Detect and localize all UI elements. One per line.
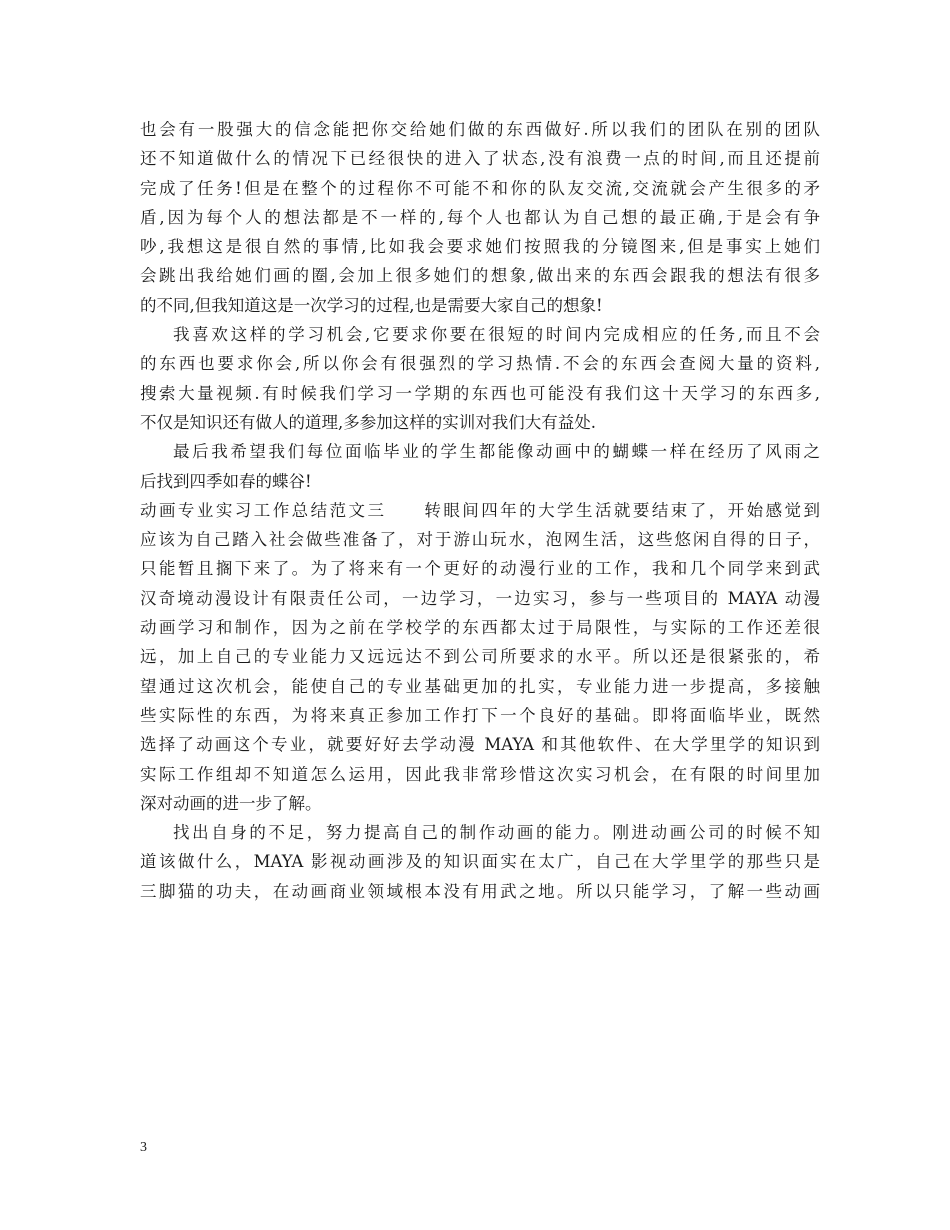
text-line: 动画专业实习工作总结范文三 转眼间四年的大学生活就要结束了，开始感觉到 [140, 500, 820, 520]
text-line: 实际工作组却不知道怎么运用，因此我非常珍惜这次实习机会，在有限的时间里加 [140, 764, 820, 784]
text-line: 完成了任务!但是在整个的过程你不可能不和你的队友交流,交流就会产生很多的矛 [140, 178, 820, 198]
text-line: 也会有一股强大的信念能把你交给她们做的东西做好.所以我们的团队在别的团队 [140, 120, 820, 139]
text-line: 的不同,但我知道这是一次学习的过程,也是需要大家自己的想象! [140, 295, 603, 315]
text-line: 些实际性的东西，为将来真正参加工作打下一个良好的基础。即将面临毕业，既然 [140, 705, 820, 725]
body-text [140, 115, 820, 906]
text-line: 找出自身的不足，努力提高自己的制作动画的能力。刚进动画公司的时候不知 [173, 823, 820, 843]
text-line: 望通过这次机会，能使自己的专业基础更加的扎实，专业能力进一步提高，多接触 [140, 676, 820, 696]
text-line: 吵,我想这是很自然的事情,比如我会要求她们按照我的分镜图来,但是事实上她们 [140, 237, 820, 257]
text-line: 会跳出我给她们画的圈,会加上很多她们的想象,做出来的东西会跟我的想法有很多 [140, 266, 820, 286]
page-number: 3 [140, 1140, 147, 1155]
text-line: 深对动画的进一步了解。 [140, 793, 322, 813]
text-line: 我喜欢这样的学习机会,它要求你要在很短的时间内完成相应的任务,而且不会 [173, 325, 820, 345]
text-line: 选择了动画这个专业，就要好好去学动漫 MAYA 和其他软件、在大学里学的知识到 [140, 735, 820, 755]
text-line: 道该做什么，MAYA 影视动画涉及的知识面实在太广，自己在大学里学的那些只是 [140, 852, 820, 872]
text-line: 还不知道做什么的情况下已经很快的进入了状态,没有浪费一点的时间,而且还提前 [140, 149, 820, 169]
text-line: 应该为自己踏入社会做些准备了，对于游山玩水，泡网生活，这些悠闲自得的日子， [140, 530, 820, 550]
text-line: 汉奇境动漫设计有限责任公司，一边学习，一边实习，参与一些项目的 MAYA 动漫 [140, 588, 820, 608]
text-line: 盾,因为每个人的想法都是不一样的,每个人也都认为自己想的最正确,于是会有争 [140, 207, 820, 227]
text-line: 动画学习和制作，因为之前在学校学的东西都太过于局限性，与实际的工作还差很 [140, 618, 820, 638]
text-line: 远，加上自己的专业能力又远远达不到公司所要求的水平。所以还是很紧张的，希 [140, 647, 820, 667]
text-line: 的东西也要求你会,所以你会有很强烈的学习热情.不会的东西会查阅大量的资料, [140, 354, 820, 374]
text-line: 只能暂且搁下来了。为了将来有一个更好的动漫行业的工作，我和几个同学来到武 [140, 559, 820, 579]
text-line: 后找到四季如春的蝶谷! [140, 471, 312, 491]
text-line: 不仅是知识还有做人的道理,多参加这样的实训对我们大有益处. [140, 412, 596, 432]
text-line: 搜索大量视频.有时候我们学习一学期的东西也可能没有我们这十天学习的东西多, [140, 383, 820, 403]
text-line: 最后我希望我们每位面临毕业的学生都能像动画中的蝴蝶一样在经历了风雨之 [173, 442, 820, 462]
text-line: 三脚猫的功夫，在动画商业领域根本没有用武之地。所以只能学习，了解一些动画 [140, 881, 820, 901]
